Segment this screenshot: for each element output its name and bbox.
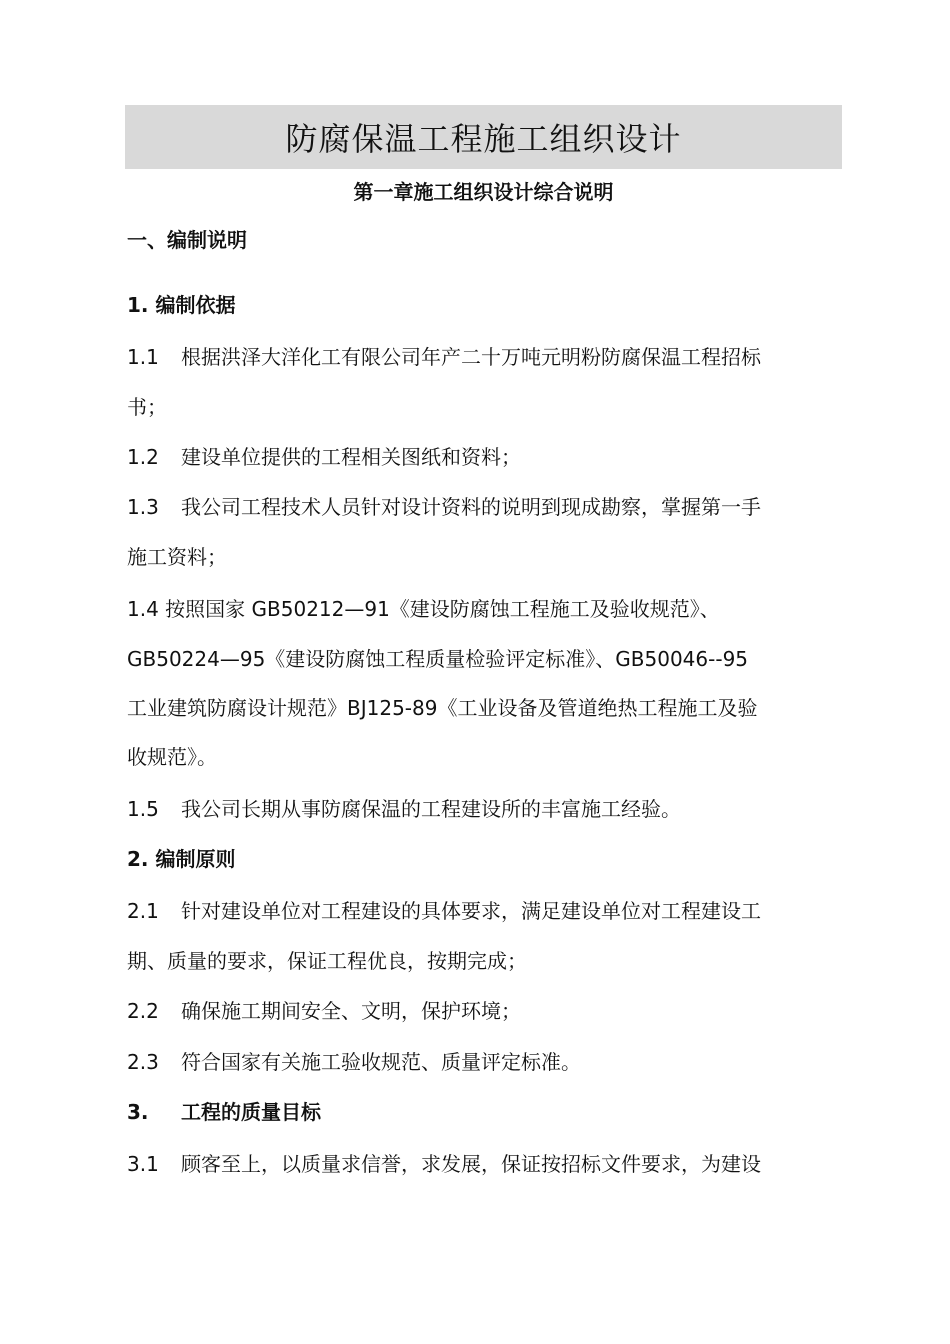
item-text: 建设单位提供的工程相关图纸和资料； (181, 445, 521, 469)
subsection-heading: 2. 编制原则 (127, 847, 236, 871)
title-banner (125, 105, 842, 169)
document-title: 防腐保温工程施工组织设计 (285, 120, 682, 158)
paragraph-line: 期、质量的要求，保证工程优良，按期完成； (127, 949, 527, 973)
item-number: 1.3 (127, 495, 159, 519)
item-number: 1.5 (127, 797, 159, 821)
paragraph-line: 工业建筑防腐设计规范》BJ125-89《工业设备及管道绝热工程施工及验 (127, 696, 758, 720)
item-text: 确保施工期间安全、文明，保护环境； (181, 999, 521, 1023)
item-text: 我公司长期从事防腐保温的工程建设所的丰富施工经验。 (181, 797, 681, 821)
paragraph-line: 收规范》。 (127, 745, 217, 769)
paragraph-line (127, 895, 761, 924)
item-number: 3. (127, 1100, 149, 1124)
item-number: 2.1 (127, 899, 159, 923)
item-text: 根据洪泽大洋化工有限公司年产二十万吨元明粉防腐保温工程招标 (181, 345, 761, 369)
subsection-heading: 1. 编制依据 (127, 293, 236, 317)
subsection-heading (127, 1096, 321, 1125)
paragraph-line (127, 491, 761, 520)
paragraph-line (127, 341, 761, 370)
paragraph-line (127, 1148, 761, 1177)
item-text: 工程的质量目标 (181, 1100, 321, 1124)
item-text: 针对建设单位对工程建设的具体要求，满足建设单位对工程建设工 (181, 899, 761, 923)
paragraph-line (127, 441, 521, 470)
item-text: 符合国家有关施工验收规范、质量评定标准。 (181, 1050, 581, 1074)
chapter-heading: 第一章施工组织设计综合说明 (353, 180, 614, 204)
item-number: 3.1 (127, 1152, 159, 1176)
paragraph-line: 1.4 按照国家 GB50212—91《建设防腐蚀工程施工及验收规范》、 (127, 597, 720, 621)
item-text: 顾客至上，以质量求信誉，求发展，保证按招标文件要求，为建设 (181, 1152, 761, 1176)
paragraph-line: 书； (127, 395, 167, 419)
paragraph-line (127, 793, 681, 822)
paragraph-line (127, 995, 521, 1024)
item-number: 2.3 (127, 1050, 159, 1074)
item-number: 1.2 (127, 445, 159, 469)
item-text: 我公司工程技术人员针对设计资料的说明到现成勘察，掌握第一手 (181, 495, 761, 519)
item-number: 2.2 (127, 999, 159, 1023)
item-number: 1.1 (127, 345, 159, 369)
section-heading: 一、编制说明 (127, 228, 247, 252)
paragraph-line: GB50224—95《建设防腐蚀工程质量检验评定标准》、GB50046--95 (127, 647, 749, 671)
paragraph-line: 施工资料； (127, 545, 227, 569)
paragraph-line (127, 1046, 581, 1075)
